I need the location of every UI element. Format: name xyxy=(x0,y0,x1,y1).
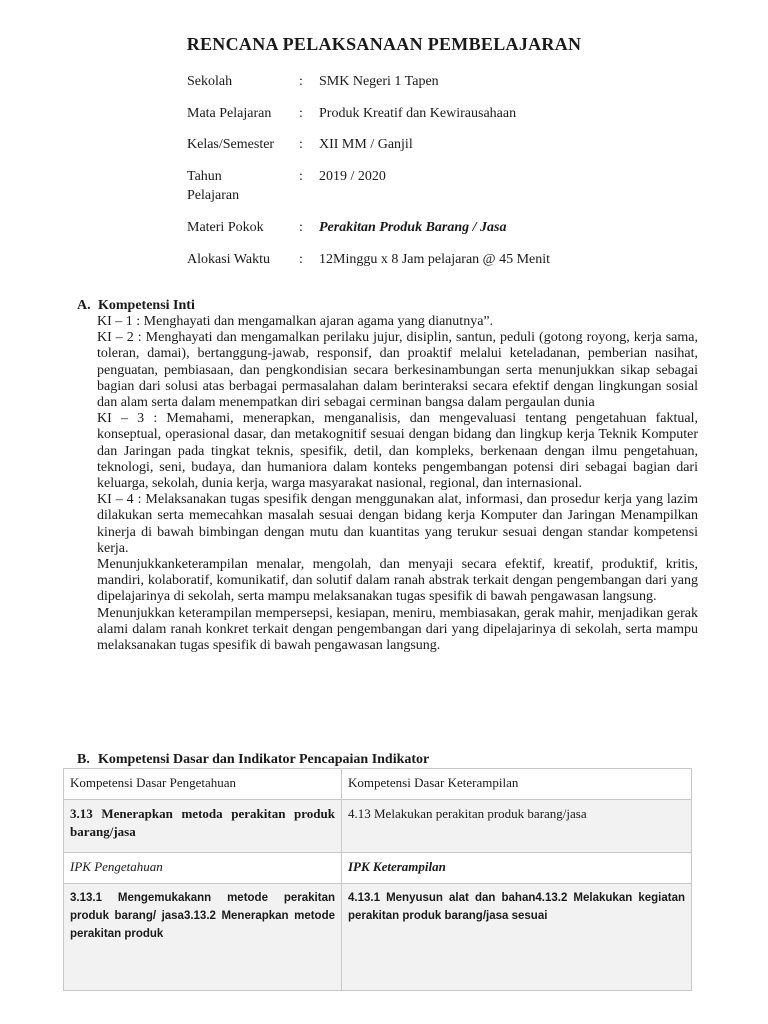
info-label: Alokasi Waktu xyxy=(187,252,270,267)
table-row xyxy=(64,800,692,853)
section-letter: A. xyxy=(77,298,91,313)
info-value: XII MM / Ganjil xyxy=(319,137,413,152)
info-value: Perakitan Produk Barang / Jasa xyxy=(319,220,507,235)
info-colon: : xyxy=(299,74,303,89)
info-colon: : xyxy=(299,252,303,267)
info-colon: : xyxy=(299,220,303,235)
info-colon: : xyxy=(299,137,303,152)
ki-paragraph: Menunjukkanketerampilan menalar, mengolah, dan menyaji secara efektif, kreatif, produktif, kritis, mandiri, kolaboratif, komunikatif, dan solutif dalam ranah abstrak terkait dengan pengembangan dari yang dipelajarinya di sekolah, serta mampu melaksanakan tugas spesifik di bawah pengawasan langsung. xyxy=(97,557,698,605)
table-cell: 4.13.1 Menyusun alat dan bahan4.13.2 Melakukan kegiatan perakitan produk barang/jasa sesuai xyxy=(342,884,692,991)
kompetensi-dasar-table xyxy=(63,768,692,991)
table-cell: 3.13 Menerapkan metoda perakitan produk barang/jasa xyxy=(64,800,342,853)
table-header-cell: Kompetensi Dasar Keterampilan xyxy=(342,769,692,800)
info-label: Materi Pokok xyxy=(187,220,264,235)
info-label: Tahun xyxy=(187,169,222,184)
info-label: Sekolah xyxy=(187,74,233,89)
ki-paragraph: KI – 1 : Menghayati dan mengamalkan ajaran agama yang dianutnya”. xyxy=(97,314,494,329)
ki-paragraph: KI – 4 : Melaksanakan tugas spesifik dengan menggunakan alat, informasi, dan prosedur kerja yang lazim dilakukan serta memecahkan masalah sesuai dengan bidang kerja Komputer dan Jaringan Menampilkan kinerja di bawah bimbingan dengan mutu dan kuantitas yang terukur sesuai dengan standar kompetensi kerja. xyxy=(97,492,698,556)
info-value: 12Minggu x 8 Jam pelajaran @ 45 Menit xyxy=(319,252,551,267)
info-colon: : xyxy=(299,169,303,184)
info-label: Mata Pelajaran xyxy=(187,106,272,121)
section-title: Kompetensi Inti xyxy=(98,298,195,313)
table-row xyxy=(64,769,692,800)
ki-paragraph: KI – 2 : Menghayati dan mengamalkan perilaku jujur, disiplin, santun, peduli (gotong royong, kerja sama, toleran, damai), bertanggung-jawab, responsif, dan proaktif melalui keteladanan, pemberian nasihat, penguatan, pembiasaan, dan pengkondisian secara berkesinambungan serta menunjukkan sikap sebagai bagian dari solusi atas berbagai permasalahan dalam berinteraksi secara efektif dengan lingkungan sosial dan alam serta dalam menempatkan diri sebagai cerminan bangsa dalam pergaulan dunia xyxy=(97,330,698,411)
ki-paragraph: Menunjukkan keterampilan mempersepsi, kesiapan, meniru, membiasakan, gerak mahir, menjadikan gerak alami dalam ranah konkret terkait dengan pengembangan dari yang dipelajarinya di sekolah, serta mampu melaksanakan tugas spesifik di bawah pengawasan langsung. xyxy=(97,605,698,654)
document-title: RENCANA PELAKSANAAN PEMBELAJARAN xyxy=(186,34,582,54)
ki-paragraph: KI – 3 : Memahami, menerapkan, menganalisis, dan mengevaluasi tentang pengetahuan faktual, konseptual, operasional dasar, dan metakognitif sesuai dengan bidang dan lingkup kerja Teknik Komputer dan Jaringan pada tingkat teknis, spesifik, detil, dan kompleks, berkenaan dengan ilmu pengetahuan, teknologi, seni, budaya, dan humaniora dalam konteks pengembangan potensi diri sebagai bagian dari keluarga, sekolah, dunia kerja, warga masyarakat nasional, regional, dan internasional. xyxy=(97,411,698,492)
info-value: 2019 / 2020 xyxy=(319,169,386,184)
kompetensi-inti-text xyxy=(97,314,698,654)
table-row xyxy=(64,853,692,884)
table-row xyxy=(64,884,692,991)
table-cell: IPK Pengetahuan xyxy=(64,853,342,884)
info-value: SMK Negeri 1 Tapen xyxy=(319,74,439,89)
section-title: Kompetensi Dasar dan Indikator Pencapaian Indikator xyxy=(98,752,430,767)
info-label: Pelajaran xyxy=(187,188,240,203)
section-letter: B. xyxy=(77,752,90,767)
table-header-cell: Kompetensi Dasar Pengetahuan xyxy=(64,769,342,800)
table-cell: IPK Keterampilan xyxy=(342,853,692,884)
info-colon: : xyxy=(299,106,303,121)
table-cell: 3.13.1 Mengemukakann metode perakitan produk barang/ jasa3.13.2 Menerapkan metode perakitan produk xyxy=(64,884,342,991)
info-label: Kelas/Semester xyxy=(187,137,275,152)
table-cell: 4.13 Melakukan perakitan produk barang/jasa xyxy=(342,800,692,853)
info-value: Produk Kreatif dan Kewirausahaan xyxy=(319,106,517,121)
